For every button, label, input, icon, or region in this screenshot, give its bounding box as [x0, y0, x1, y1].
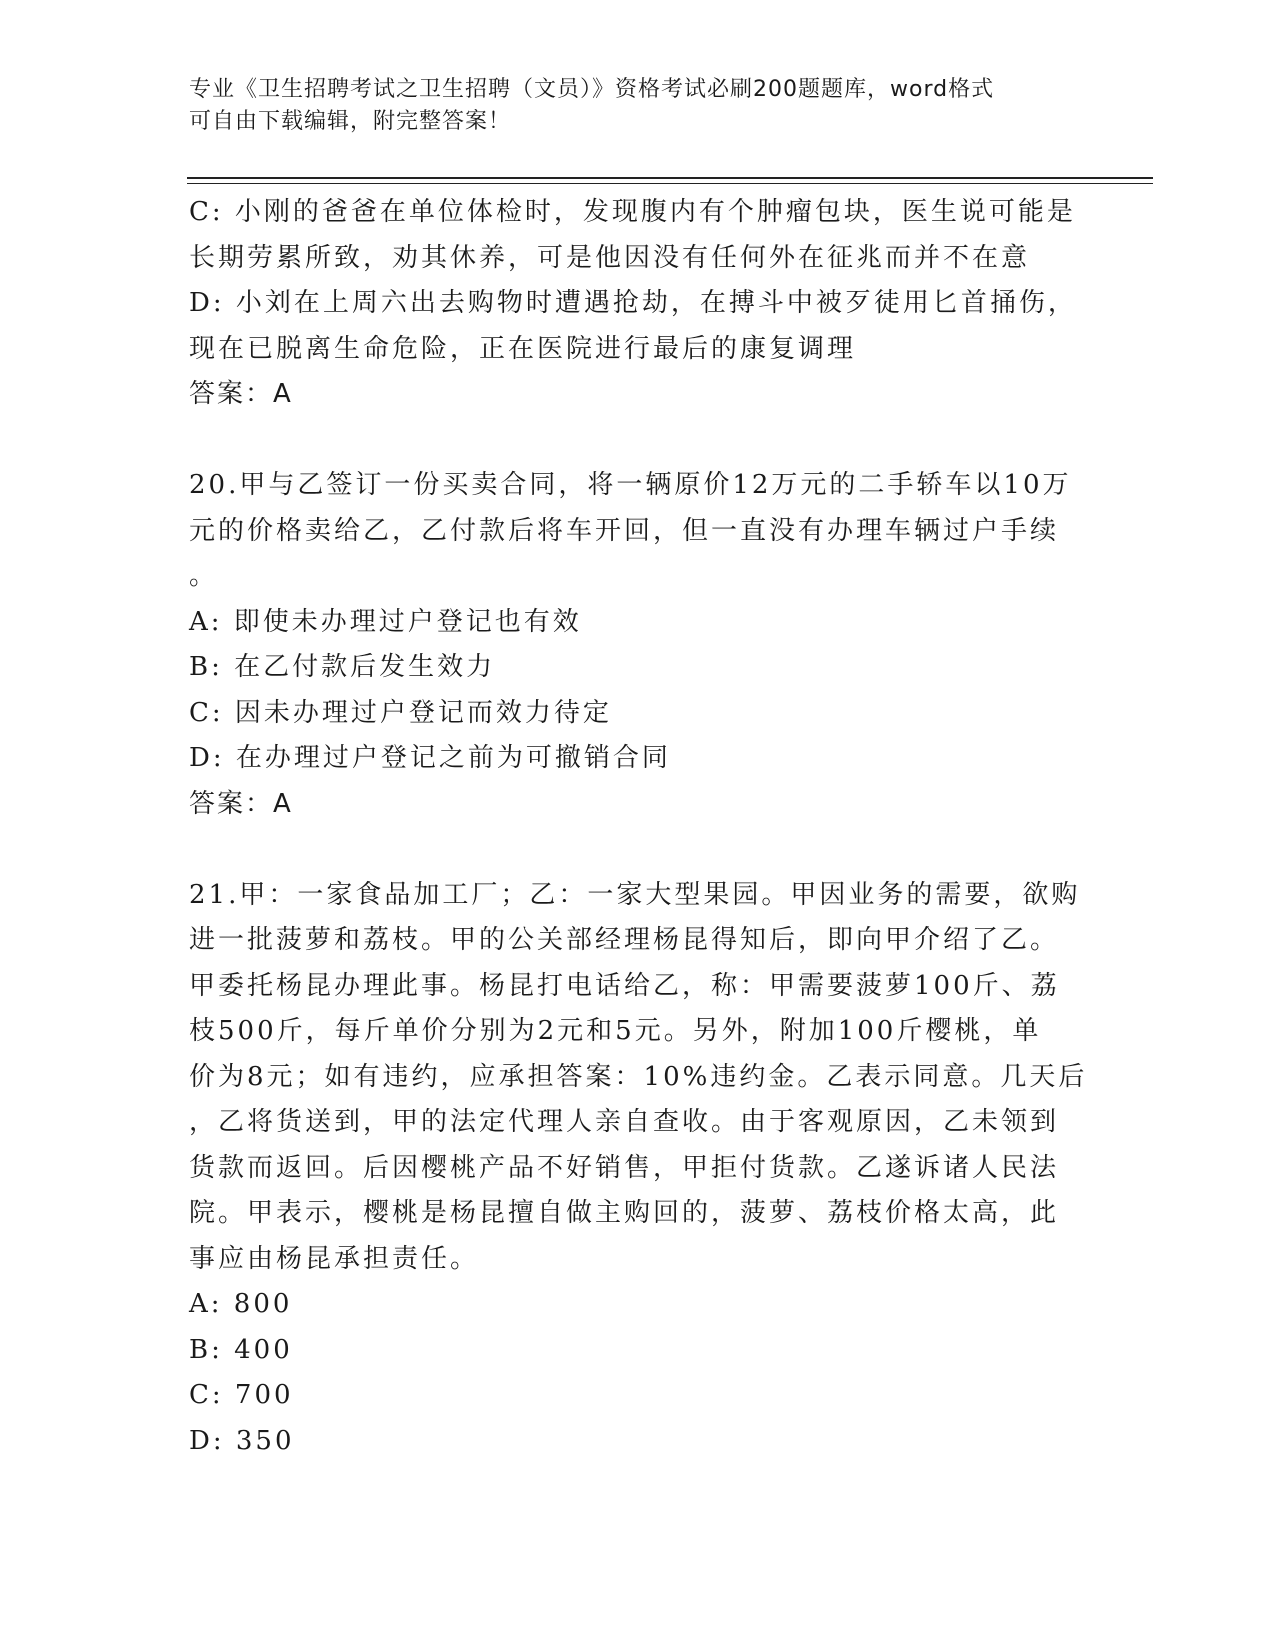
option-d: D: 在办理过户登记之前为可撤销合同	[189, 743, 671, 773]
option-d-line-2: 现在已脱离生命危险，正在医院进行最后的康复调理	[189, 333, 857, 364]
question-stem-line: 枝500斤，每斤单价分别为2元和5元。另外，附加100斤樱桃，单	[189, 1016, 1042, 1046]
option-c: C: 因未办理过户登记而效力待定	[189, 697, 612, 728]
option-b: B: 400	[189, 1334, 293, 1365]
header-divider-thick	[187, 177, 1153, 179]
question-stem-line: 事应由杨昆承担责任。	[189, 1243, 480, 1274]
question-stem-line: 货款而返回。后因樱桃产品不好销售，甲拒付货款。乙遂诉诸人民法	[189, 1152, 1060, 1183]
option-a: A: 800	[189, 1289, 293, 1319]
option-c: C: 700	[189, 1380, 294, 1410]
question-stem-line: 进一批菠萝和荔枝。甲的公关部经理杨昆得知后，即向甲介绍了乙。	[189, 925, 1060, 955]
question-stem-line: 甲委托杨昆办理此事。杨昆打电话给乙，称：甲需要菠萝100斤、荔	[189, 970, 1060, 1001]
question-20	[189, 463, 1089, 827]
document-body	[189, 190, 1089, 1464]
option-c-line-1: C: 小刚的爸爸在单位体检时，发现腹内有个肿瘤包块，医生说可能是	[189, 197, 1076, 227]
question-stem-line: 。	[189, 561, 219, 591]
question-19-continued	[189, 190, 1089, 418]
question-stem-line: 元的价格卖给乙，乙付款后将车开回，但一直没有办理车辆过户手续	[189, 515, 1060, 546]
option-d: D: 350	[189, 1425, 295, 1456]
answer-label: 答案：A	[189, 788, 293, 819]
spacer	[189, 418, 1089, 464]
spacer	[189, 827, 1089, 873]
question-stem-line: 20.甲与乙签订一份买卖合同，将一辆原价12万元的二手轿车以10万	[189, 470, 1072, 500]
header-title-line-1: 专业《卫生招聘考试之卫生招聘（文员）》资格考试必刷200题题库，word格式	[189, 77, 995, 102]
question-stem-line: 21.甲：一家食品加工厂；乙：一家大型果园。甲因业务的需要，欲购	[189, 879, 1081, 910]
document-header	[189, 74, 1089, 138]
option-a: A: 即使未办理过户登记也有效	[189, 606, 582, 637]
question-stem-line: 院。甲表示，樱桃是杨昆擅自做主购回的，菠萝、荔枝价格太高，此	[189, 1198, 1060, 1228]
option-b: B: 在乙付款后发生效力	[189, 652, 496, 682]
option-d-line-1: D: 小刘在上周六出去购物时遭遇抢劫，在搏斗中被歹徒用匕首捅伤，	[189, 288, 1077, 318]
header-divider-thin	[187, 183, 1153, 184]
question-21	[189, 873, 1089, 1465]
option-c-line-2: 长期劳累所致，劝其休养，可是他因没有任何外在征兆而并不在意	[189, 242, 1031, 273]
header-title-line-2: 可自由下载编辑，附完整答案！	[189, 109, 512, 134]
question-stem-line: 价为8元；如有违约，应承担答案：10%违约金。乙表示同意。几天后	[189, 1061, 1088, 1092]
answer-label: 答案：A	[189, 379, 293, 409]
question-stem-line: ，乙将货送到，甲的法定代理人亲自查收。由于客观原因，乙未领到	[189, 1107, 1060, 1137]
